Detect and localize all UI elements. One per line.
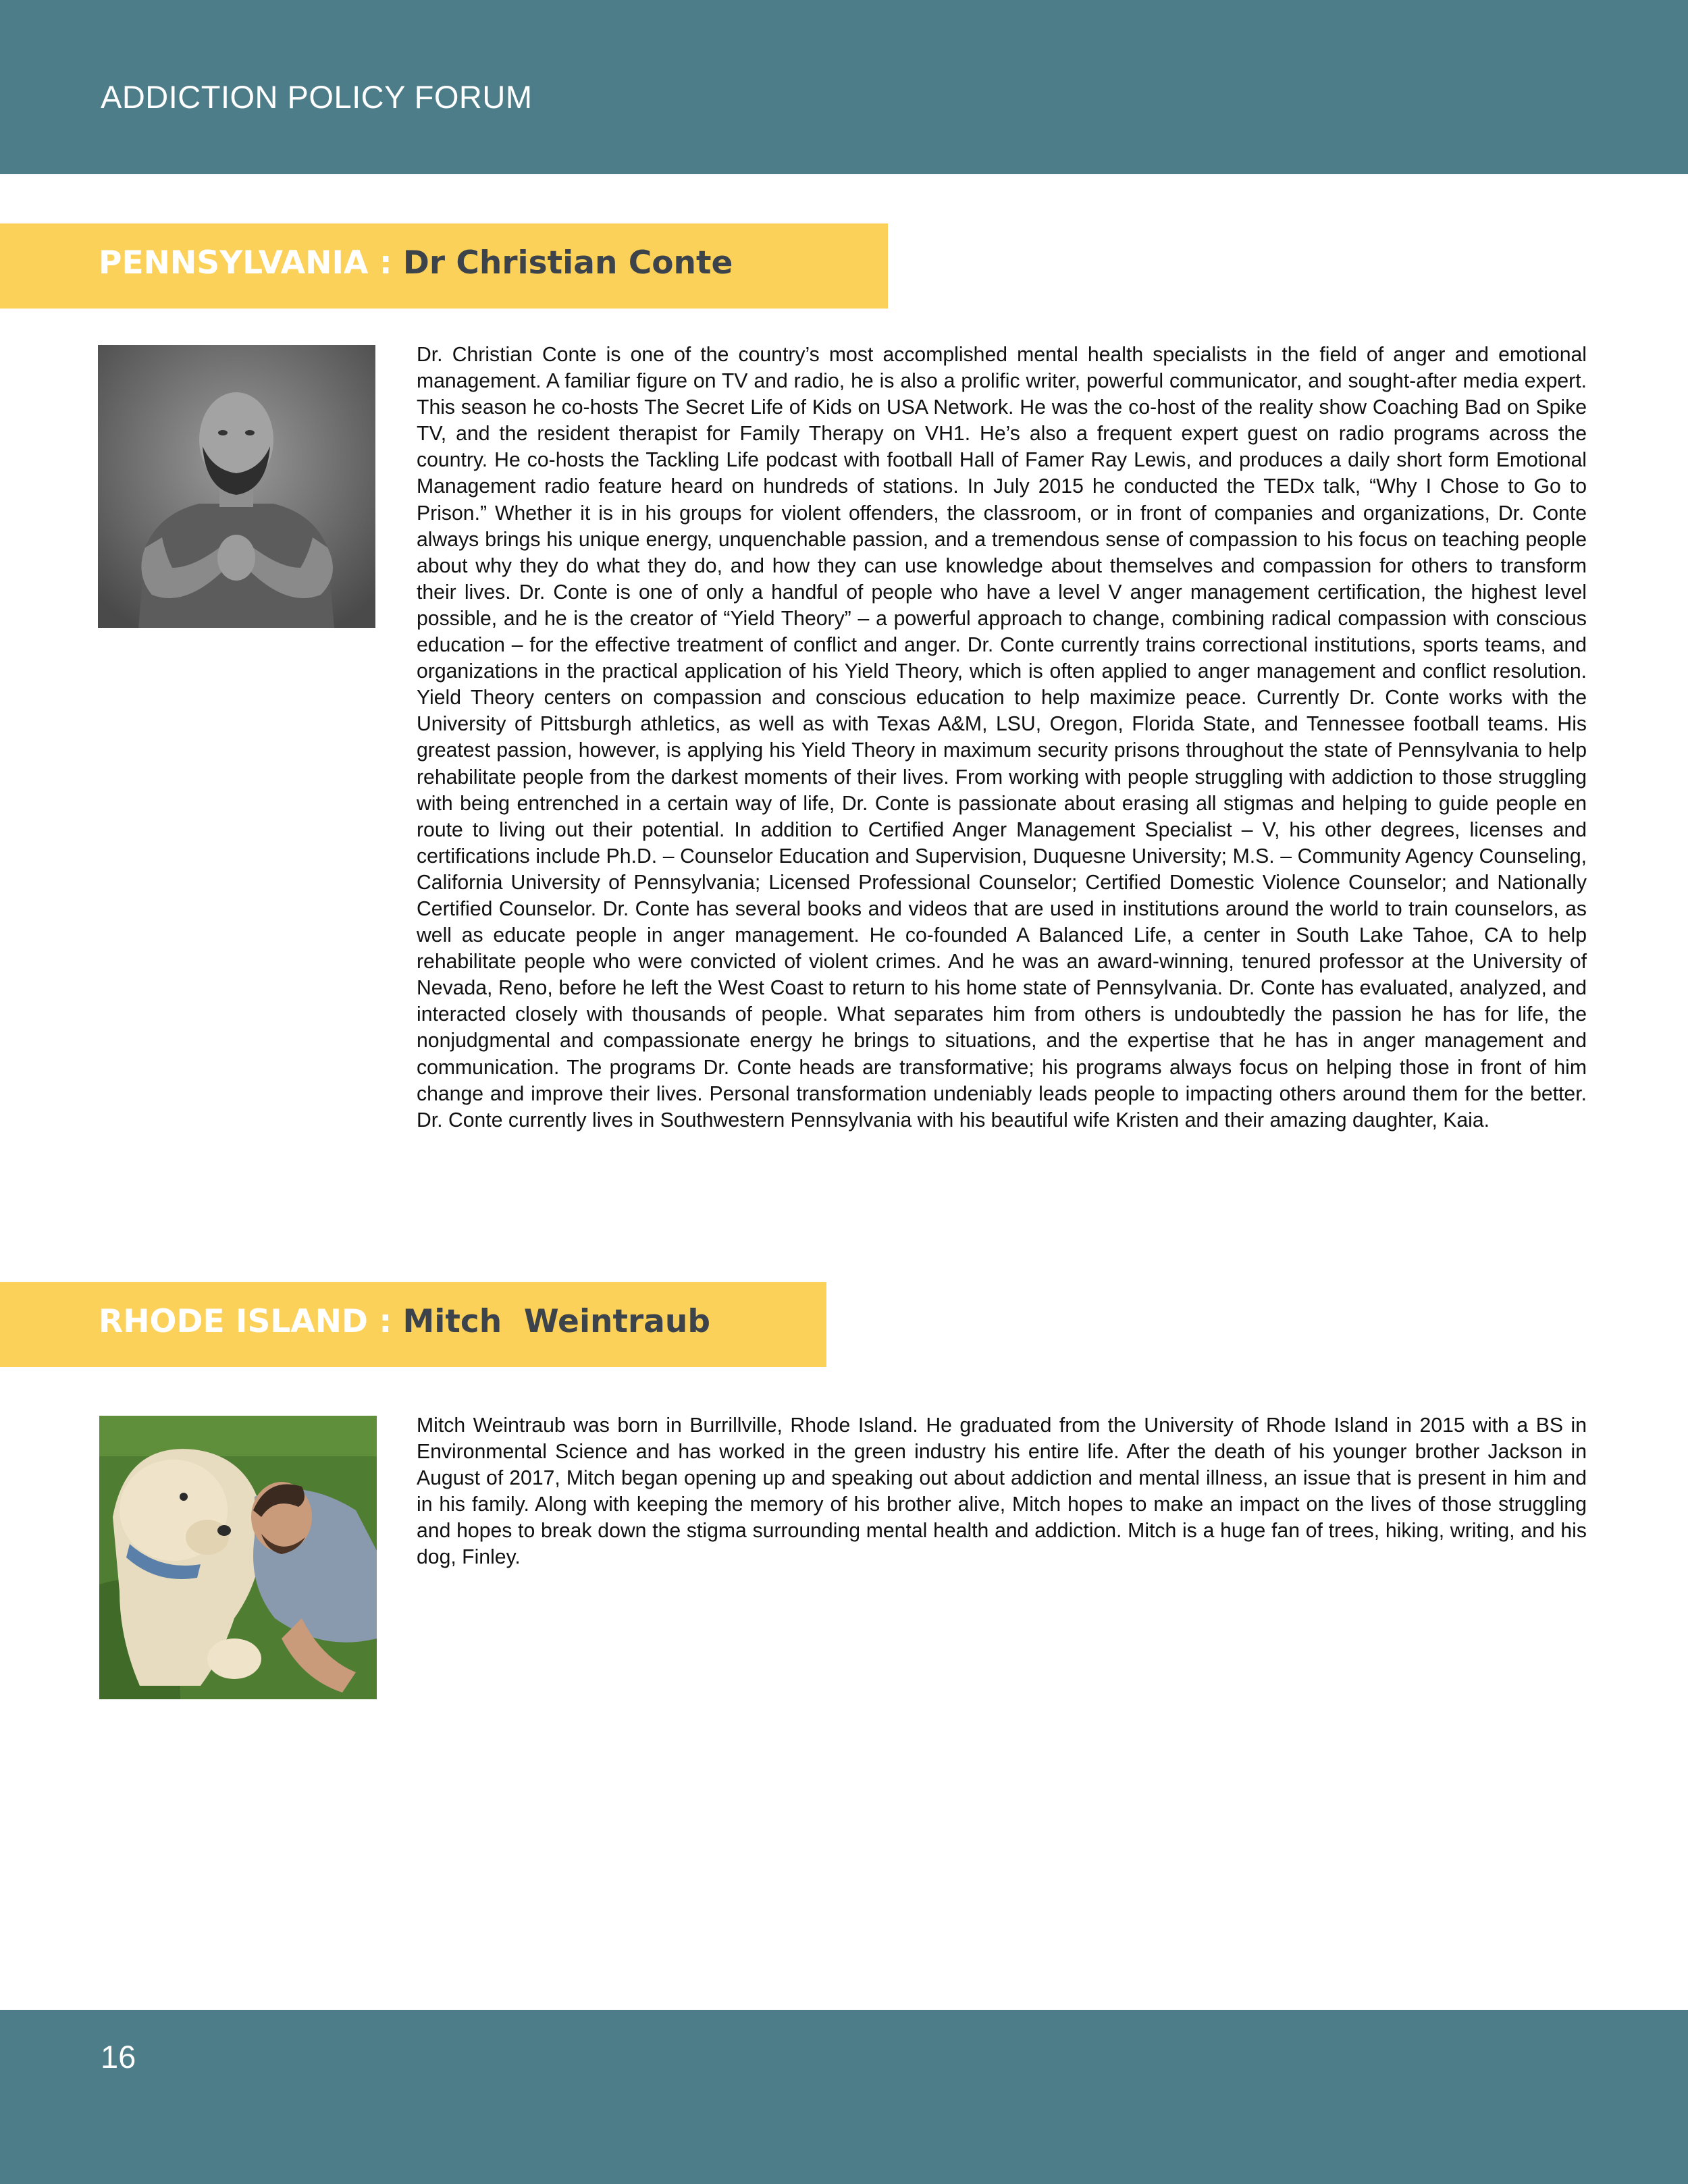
section-title xyxy=(99,242,733,284)
section-banner-rhode-island xyxy=(0,1282,826,1367)
person-name: Mitch Weintraub xyxy=(402,1303,710,1340)
portrait-photo xyxy=(99,1416,377,1699)
page-header xyxy=(0,0,1688,174)
portrait-image xyxy=(99,1416,377,1699)
portrait-image xyxy=(98,345,375,628)
portrait-photo xyxy=(98,345,375,628)
person-name: Dr Christian Conte xyxy=(402,244,733,282)
page-footer xyxy=(0,2010,1688,2184)
state-label: PENNSYLVANIA : xyxy=(99,244,403,282)
section-title xyxy=(99,1301,710,1342)
biography-text: Mitch Weintraub was born in Burrillville, Rhode Island. He graduated from the University of Rhode Island in 2015 with a BS in Environmental Science and has worked in the green industry his entire life. After the death of his younger brother Jackson in August of 2017, Mitch began opening up and speaking out about addiction and mental illness, an issue that is present in him and in his family. Along with keeping the memory of his brother alive, Mitch hopes to make an impact on the lives of those struggling and hopes to break down the stigma surrounding mental health and addiction. Mitch is a huge fan of trees, hiking, writing, and his dog, Finley. xyxy=(417,1414,1587,1569)
section-banner-pennsylvania xyxy=(0,223,888,309)
biography-text: Dr. Christian Conte is one of the country’s most accomplished mental health specialists in the field of anger and emotional management. A familiar figure on TV and radio, he is also a prolific writer, powerful communicator, and sought-after media expert. This season he co-hosts The Secret Life of Kids on USA Network. He was the co-host of the reality show Coaching Bad on Spike TV, and the resident therapist for Family Therapy on VH1. He’s also a frequent expert guest on radio programs across the country. He co-hosts the Tackling Life podcast with football Hall of Famer Ray Lewis, and produces a daily short form Emotional Management radio feature heard on hundreds of stations. In July 2015 he conducted the TEDx talk, “Why I Chose to Go to Prison.” Whether it is in his groups for violent offenders, the classroom, or in front of companies and organizations, Dr. Conte always brings his unique energy, unquenchable passion, and a tremendous sense of compassion to his focus on teaching people about why they do what they do, and how they can use knowledge about themselves and compassion for others to transform their lives. Dr. Conte is one of only a handful of people who have a level V anger management certification, the highest level possible, and he is the creator of “Yield Theory” – a powerful approach to change, combining radical compassion with conscious education – for the effective treatment of conflict and anger. Dr. Conte currently trains correctional institutions, sports teams, and organizations in the practical application of his Yield Theory, which is often applied to anger management and conflict resolution. Yield Theory centers on compassion and conscious education to help maximize peace. Currently Dr. Conte works with the University of Pittsburgh athletics, as well as with Texas A&M, LSU, Oregon, Florida State, and Tennessee football teams. His greatest passion, however, is applying his Yield Theory in maximum security prisons throughout the state of Pennsylvania to help rehabilitate people from the darkest moments of their lives. From working with people struggling with addiction to those struggling with being entrenched in a certain way of life, Dr. Conte is passionate about erasing all stigmas and helping to guide people en route to living out their potential. In addition to Certified Anger Management Specialist – V, his other degrees, licenses and certifications include Ph.D. – Counselor Education and Supervision, Duquesne University; M.S. – Community Agency Counseling, California University of Pennsylvania; Licensed Professional Counselor; Certified Domestic Violence Counselor; and Nationally Certified Counselor. Dr. Conte has several books and videos that are used in institutions around the world to train counselors, as well as educate people in anger management. He co-founded A Balanced Life, a center in South Lake Tahoe, CA to help rehabilitate people who were convicted of violent crimes. And he was an award-winning, tenured professor at the University of Nevada, Reno, before he left the West Coast to return to his home state of Pennsylvania. Dr. Conte has evaluated, analyzed, and interacted closely with thousands of people. What separates him from others is undoubtedly the passion he has for life, the nonjudgmental and compassionate energy he brings to situations, and the expertise that he has in anger management and communication. The programs Dr. Conte heads are transformative; his programs always focus on helping those in front of him change and improve their lives. Personal transformation undeniably leads people to impacting others around them for the better. Dr. Conte currently lives in Southwestern Pennsylvania with his beautiful wife Kristen and their amazing daughter, Kaia. xyxy=(417,344,1587,1131)
page-number: 16 xyxy=(101,2039,136,2075)
state-label: RHODE ISLAND : xyxy=(99,1303,403,1340)
publication-title: ADDICTION POLICY FORUM xyxy=(101,79,533,115)
